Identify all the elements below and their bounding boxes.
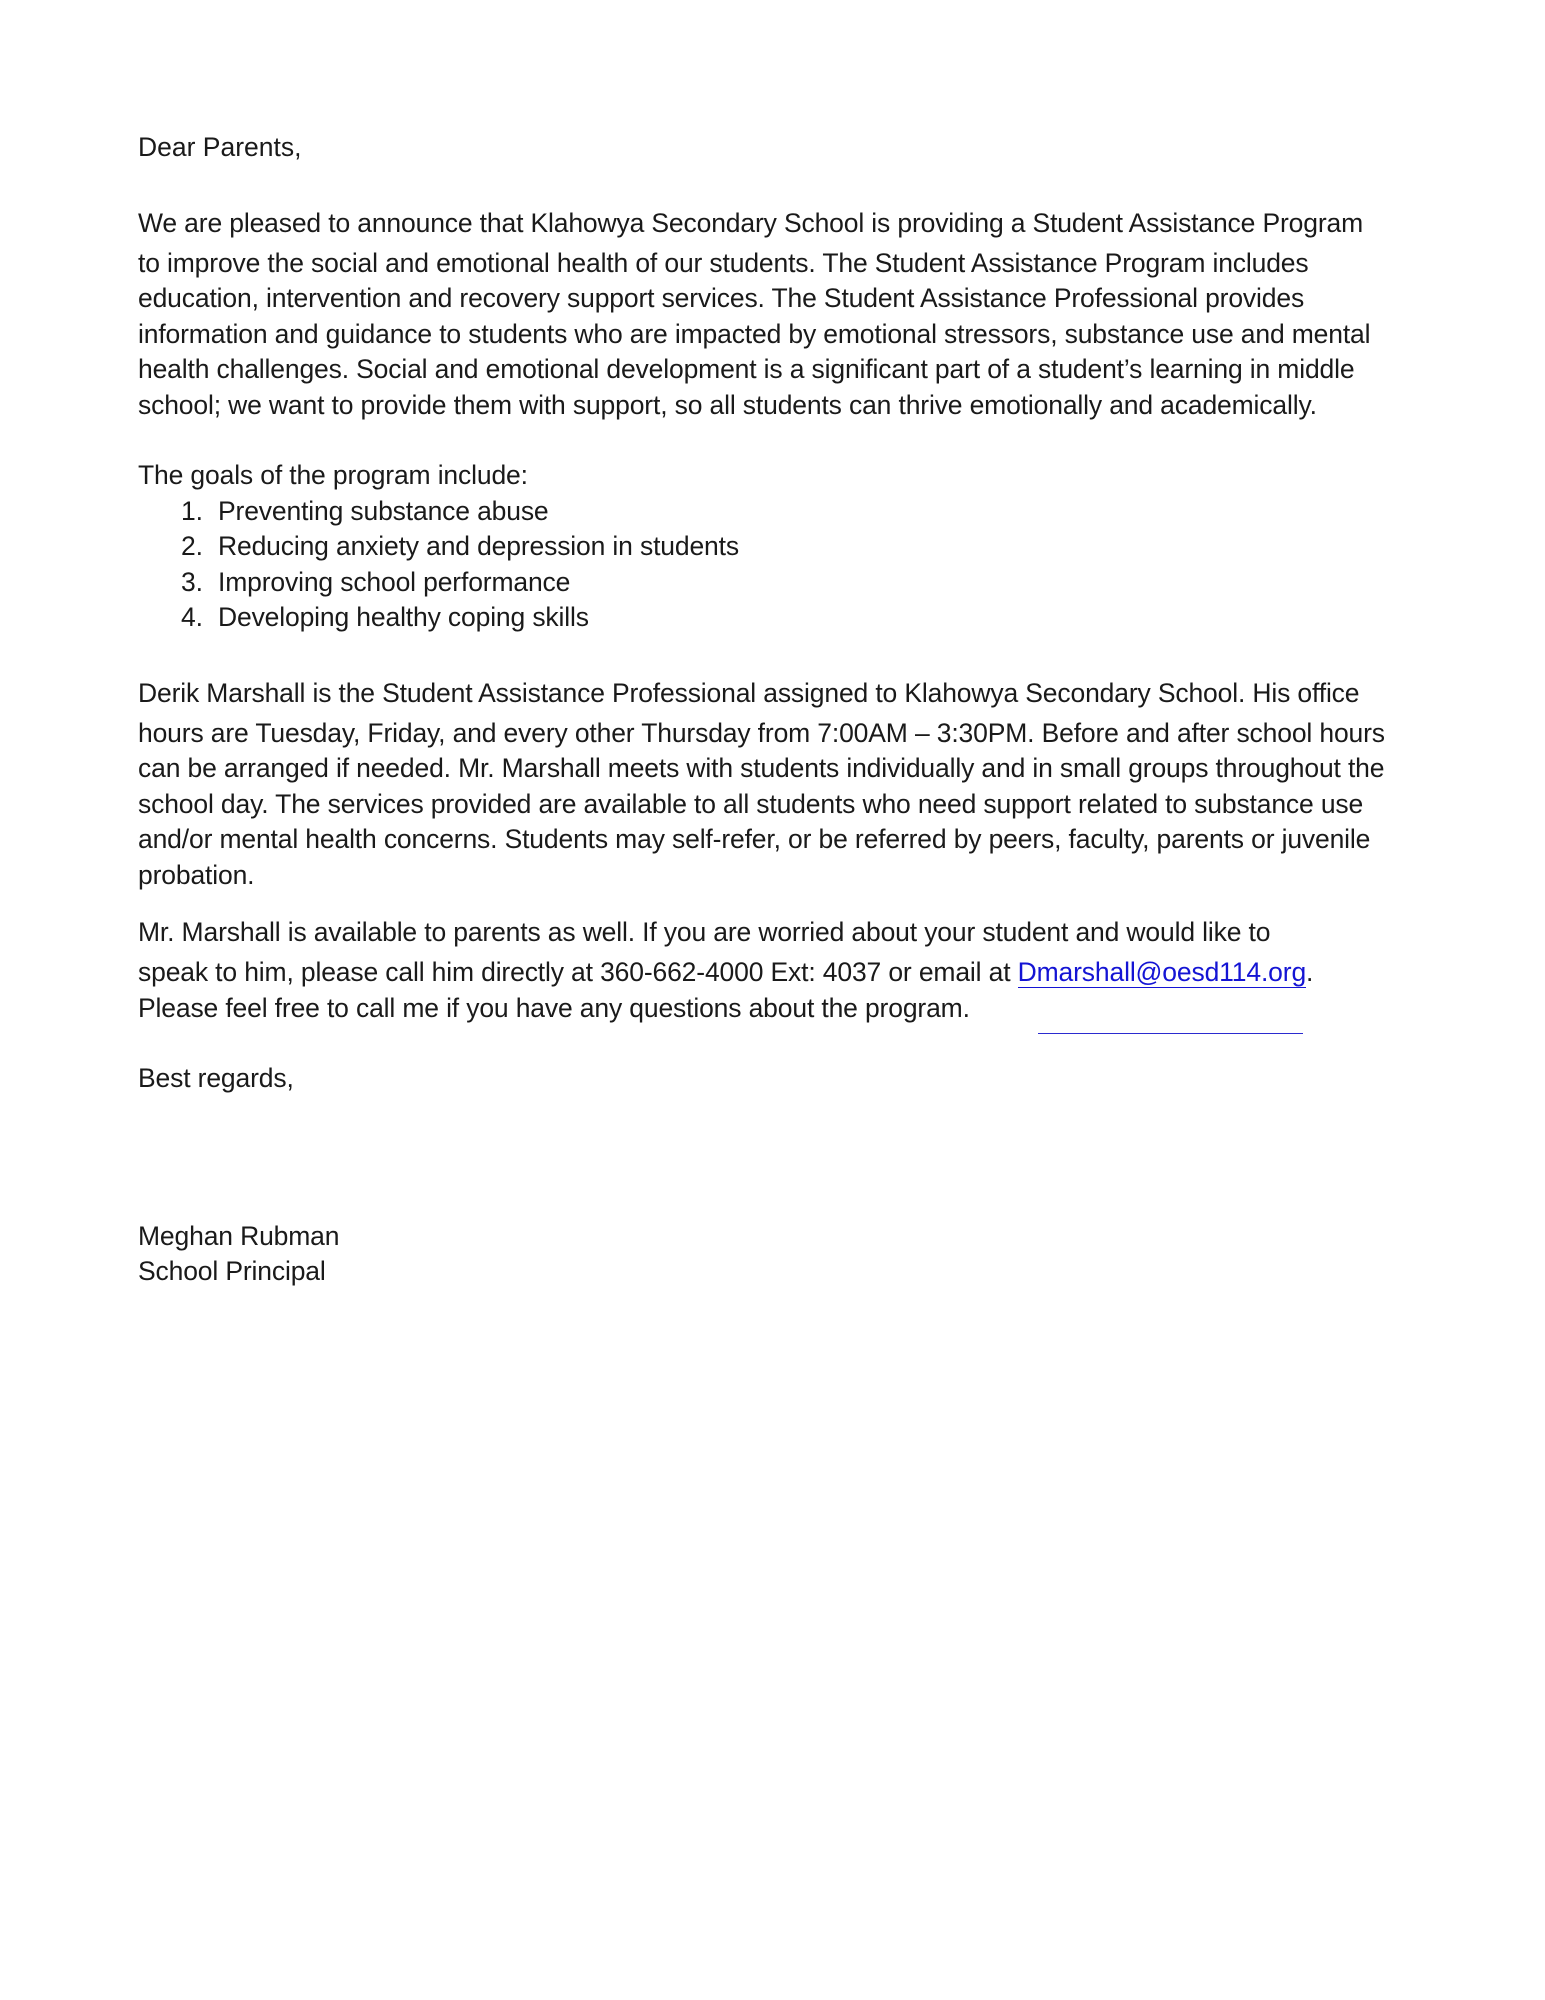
spacer [138,636,1393,671]
contact-text-after-link: . [1306,957,1314,987]
paragraph-3-body [138,955,1393,991]
spacer [138,1202,1393,1219]
paragraph-3-opening-line: Mr. Marshall is available to parents as well. If you are worried about your student and would like to [138,917,1271,947]
link-underline-decoration [1038,1033,1303,1034]
closing-salutation: Best regards, [138,1063,294,1093]
spacer [138,423,1393,458]
list-item: 1. Preventing substance abuse [210,494,1393,530]
spacer [138,1167,1393,1202]
signature-title: School Principal [138,1256,326,1286]
spacer [138,1026,1393,1061]
goals-list [138,494,1393,636]
contact-text-before-link: speak to him, please call him directly at 360-662-4000 Ext: 4037 or email at [138,957,1018,987]
spacer [138,1097,1393,1132]
spacer [138,893,1393,910]
list-item: 4. Developing healthy coping skills [210,600,1393,636]
goals-intro: The goals of the program include: [138,460,528,490]
email-link[interactable]: Dmarshall@oesd114.org [1017,957,1307,987]
spacer [138,1132,1393,1167]
paragraph-2-body: hours are Tuesday, Friday, and every other Thursday from 7:00AM – 3:30PM. Before and after school hours can be arranged if needed. Mr. Marshall meets with students individually and in small groups throughout the school day. The services provided are available to all students who need support related to substance use and/or mental health concerns. Students may self-refer, or be referred by peers, faculty, parents or juvenile probation. [138,717,1385,890]
paragraph-3-closing-line: Please feel free to call me if you have any questions about the program. [138,992,970,1023]
signature-name: Meghan Rubman [138,1220,340,1251]
salutation: Dear Parents, [138,132,302,162]
list-item: 2. Reducing anxiety and depression in students [210,529,1393,565]
letter-body [138,130,1393,1290]
paragraph-1-body: to improve the social and emotional health of our students. The Student Assistance Program includes education, intervention and recovery support services. The Student Assistance Professional provides information and guidance to students who are impacted by emotional stressors, substance use and mental health challenges. Social and emotional development is a significant part of a student’s learning in middle school; we want to provide them with support, so all students can thrive emotionally and academically. [138,247,1371,420]
paragraph-2-opening-line: Derik Marshall is the Student Assistance Professional assigned to Klahowya Secondary School. His office [138,677,1360,708]
list-item: 3. Improving school performance [210,565,1393,601]
spacer [138,166,1393,201]
paragraph-1-opening-line: We are pleased to announce that Klahowya Secondary School is providing a Student Assistance Program [138,207,1364,238]
